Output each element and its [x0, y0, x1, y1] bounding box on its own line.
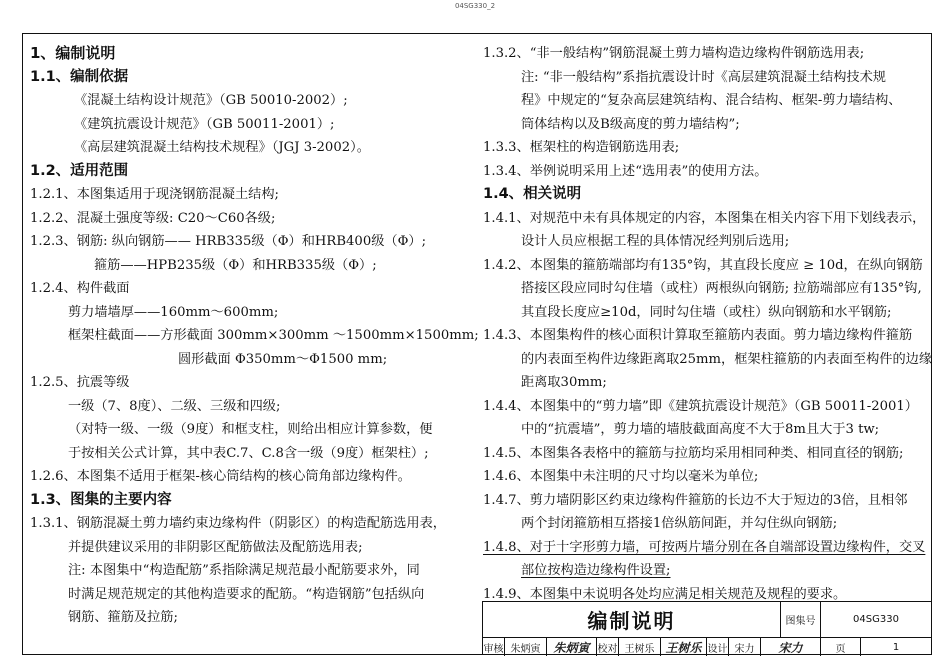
- design-signature: 宋力: [761, 638, 821, 656]
- text-line: 两个封闭箍筋相互搭接1倍纵筋间距，并勾住纵向钢筋;: [521, 516, 838, 531]
- text-line: 1.2.4、构件截面: [30, 281, 130, 296]
- text-line: 钢筋、箍筋及拉筋;: [68, 610, 178, 625]
- text-line: 1.4.7、剪力墙阴影区约束边缘构件箍筋的长边不大于短边的3倍，且相邻: [483, 492, 908, 508]
- atlas-number-label: 图集号: [781, 602, 821, 638]
- text-line: 《高层建筑混凝土结构技术规程》（JGJ 3-2002）。: [74, 140, 370, 155]
- left-column: [30, 42, 479, 630]
- atlas-number-value: 04SG330: [821, 602, 931, 638]
- text-line: 1.2.3、钢筋: 纵向钢筋—— HRB335级（Φ）和HRB400级（Φ）;: [30, 234, 427, 249]
- review-signature: 朱炳寅: [547, 638, 597, 656]
- text-line: 于按相关公式计算，其中表C.7、C.8含一级（9度）框架柱）;: [68, 445, 429, 461]
- text-line: 1.4.5、本图集各表格中的箍筋与拉筋均采用相同种类、相同直径的钢筋;: [483, 445, 904, 461]
- text-line: 1.4.3、本图集构件的核心面积计算取至箍筋内表面。剪力墙边缘构件箍筋: [483, 328, 913, 343]
- page-number: 1: [892, 641, 900, 653]
- text-line: 箍筋——HPB235级（Φ）和HRB335级（Φ）;: [94, 257, 377, 273]
- text-line: 1.4.4、本图集中的“剪力墙”即《建筑抗震设计规范》（GB 50011-2001）: [483, 398, 918, 414]
- section-heading: 1.4、相关说明: [483, 186, 582, 202]
- section-heading: 1.2、适用范围: [30, 162, 129, 179]
- text-line: 的内表面至构件边缘距离取25mm，框架柱箍筋的内表面至构件的边缘: [521, 351, 933, 367]
- text-line: 《建筑抗震设计规范》（GB 50011-2001）;: [74, 116, 335, 132]
- text-line: 注: 本图集中“构造配筋”系指除满足规范最小配筋要求外，同: [68, 563, 420, 578]
- text-line: 1.3.1、钢筋混凝土剪力墙约束边缘构件（阴影区）的构造配筋选用表，: [30, 516, 446, 531]
- text-line: 1.4.8、对于十字形剪力墙，可按两片墙分别在各自端部设置边缘构件，交叉: [483, 539, 926, 555]
- text-line: 《混凝土结构设计规范》（GB 50010-2002）;: [74, 93, 348, 108]
- text-line: 1.4.6、本图集中未注明的尺寸均以毫米为单位;: [483, 469, 759, 484]
- text-line: 1.4.9、本图集中未说明各处均应满足相关规范及规程的要求。: [483, 586, 847, 602]
- text-line: 筒体结构以及B级高度的剪力墙结构”;: [521, 116, 740, 132]
- text-line: 1.2.1、本图集适用于现浇钢筋混凝土结构;: [30, 187, 279, 202]
- check-name: 王树乐: [619, 638, 661, 656]
- page-label: 页: [821, 638, 861, 656]
- text-line: 一级（7、8度）、二级、三级和四级;: [68, 398, 281, 414]
- text-line: 1.4.1、对规范中未有具体规定的内容，本图集在相关内容下用下划线表示，: [483, 210, 926, 226]
- check-signature: 王树乐: [661, 638, 707, 656]
- text-line: 时满足规范规定的其他构造要求的配筋。“构造钢筋”包括纵向: [68, 586, 425, 602]
- design-name: 宋力: [729, 638, 761, 656]
- text-line: 其直段长度应≥10d，同时勾住墙（或柱）纵向钢筋和水平钢筋;: [521, 304, 892, 320]
- drawing-code: 04SG330_2: [454, 2, 496, 10]
- text-line: 1.2.6、本图集不适用于框架-核心筒结构的核心筒角部边缘构件。: [30, 469, 411, 484]
- title-block: [482, 601, 931, 655]
- text-line: 部位按构造边缘构件设置;: [521, 563, 671, 578]
- text-line: 设计人员应根据工程的具体情况经判别后选用;: [521, 234, 790, 249]
- review-label: 审核: [483, 638, 505, 656]
- text-line: 中的“抗震墙”，剪力墙的墙肢截面高度不大于8m且大于3 tw;: [521, 422, 880, 437]
- text-line: 距离取30mm;: [521, 375, 607, 390]
- section-heading: 1、编制说明: [30, 44, 116, 62]
- section-heading: 1.1、编制依据: [30, 68, 129, 85]
- text-line: 1.2.2、混凝土强度等级: C20～C60各级;: [30, 210, 276, 226]
- text-line: 框架柱截面——方形截面 300mm×300mm ～1500mm×1500mm;: [68, 328, 479, 343]
- check-label: 校对: [597, 638, 619, 656]
- review-name: 朱炳寅: [505, 638, 547, 656]
- text-line: 剪力墙墙厚——160mm～600mm;: [68, 304, 279, 320]
- text-line: 1.4.2、本图集的箍筋端部均有135°钩，其直段长度应 ≥ 10d，在纵向钢筋: [483, 257, 923, 273]
- design-label: 设计: [707, 638, 729, 656]
- text-line: 1.3.4、举例说明采用上述“选用表”的使用方法。: [483, 163, 768, 179]
- right-column: [483, 42, 933, 606]
- text-line: 1.3.2、“非一般结构”钢筋混凝土剪力墙构造边缘构件钢筋选用表;: [483, 46, 865, 61]
- text-line: 注: “非一般结构”系指抗震设计时《高层建筑混凝土结构技术规: [521, 69, 886, 85]
- text-line: 并提供建议采用的非阴影区配筋做法及配筋选用表;: [68, 539, 363, 555]
- title-block-title: 编制说明: [483, 602, 781, 638]
- section-heading: 1.3、图集的主要内容: [30, 491, 172, 508]
- text-line: 1.2.5、抗震等级: [30, 375, 130, 390]
- text-line: 搭接区段应同时勾住墙（或柱）两根纵向钢筋; 拉筋端部应有135°钩,: [521, 281, 922, 296]
- text-line: 1.3.3、框架柱的构造钢筋选用表;: [483, 140, 680, 155]
- text-line: 程》中规定的“复杂高层建筑结构、混合结构、框架-剪力墙结构、: [521, 93, 902, 108]
- text-line: （对特一级、一级（9度）和框支柱，则给出相应计算参数，便: [68, 422, 433, 437]
- text-line: 圆形截面 Φ350mm～Φ1500 mm;: [178, 351, 388, 367]
